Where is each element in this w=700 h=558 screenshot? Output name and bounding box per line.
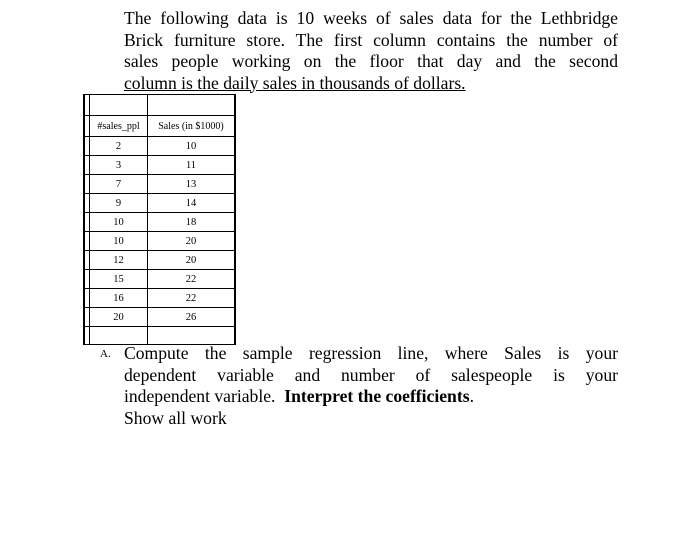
intro-line-1: The following data is 10 weeks of sales data for the Lethbridge xyxy=(124,8,618,28)
cell-sales: 18 xyxy=(148,213,236,232)
table-row xyxy=(84,194,235,213)
table-row xyxy=(84,137,235,156)
table-row xyxy=(84,289,235,308)
intro-line-2: Brick furniture store. The first column contains the number of xyxy=(124,29,618,50)
sales-data-table xyxy=(83,94,236,345)
table-row xyxy=(84,251,235,270)
problem-intro xyxy=(124,8,618,94)
cell-sales: 11 xyxy=(148,156,236,175)
question-line-1: Compute the sample regression line, where Sales is your xyxy=(124,343,618,363)
cell-sales: 13 xyxy=(148,175,236,194)
intro-line-3: sales people working on the floor that day and the second xyxy=(124,51,618,71)
question-marker: A. xyxy=(100,348,111,360)
cell-sales: 22 xyxy=(148,289,236,308)
table-header-row xyxy=(84,116,235,137)
question-line-3 xyxy=(124,386,618,408)
cell-sales-ppl: 10 xyxy=(90,232,148,251)
column-header-sales: Sales (in $1000) xyxy=(148,116,236,137)
table-row xyxy=(84,232,235,251)
question-line-2: dependent variable and number of salespeople is your xyxy=(124,364,618,385)
question-line-4: Show all work xyxy=(124,407,227,428)
cell-sales-ppl: 3 xyxy=(90,156,148,175)
table-row xyxy=(84,213,235,232)
cell-sales: 26 xyxy=(148,308,236,327)
table-row xyxy=(84,156,235,175)
interpret-coefficients-text: Interpret the coefficients xyxy=(284,386,470,406)
cell-sales: 14 xyxy=(148,194,236,213)
question-line-3-end: . xyxy=(469,386,474,406)
table-footer-row xyxy=(84,327,235,345)
intro-line-4: column is the daily sales in thousands of dollars. xyxy=(124,72,466,93)
question-line-3-plain: independent variable. xyxy=(124,386,276,406)
table-row xyxy=(84,270,235,289)
cell-sales: 10 xyxy=(148,137,236,156)
cell-sales: 20 xyxy=(148,232,236,251)
cell-sales-ppl: 10 xyxy=(90,213,148,232)
column-header-sales-ppl: #sales_ppl xyxy=(90,116,148,137)
cell-sales-ppl: 12 xyxy=(90,251,148,270)
cell-sales-ppl: 7 xyxy=(90,175,148,194)
table-row xyxy=(84,308,235,327)
table-row xyxy=(84,175,235,194)
table-spacer-row xyxy=(84,95,235,116)
cell-sales-ppl: 9 xyxy=(90,194,148,213)
cell-sales-ppl: 15 xyxy=(90,270,148,289)
cell-sales: 22 xyxy=(148,270,236,289)
cell-sales-ppl: 20 xyxy=(90,308,148,327)
cell-sales-ppl: 2 xyxy=(90,137,148,156)
question-text xyxy=(124,343,618,429)
cell-sales-ppl: 16 xyxy=(90,289,148,308)
cell-sales: 20 xyxy=(148,251,236,270)
